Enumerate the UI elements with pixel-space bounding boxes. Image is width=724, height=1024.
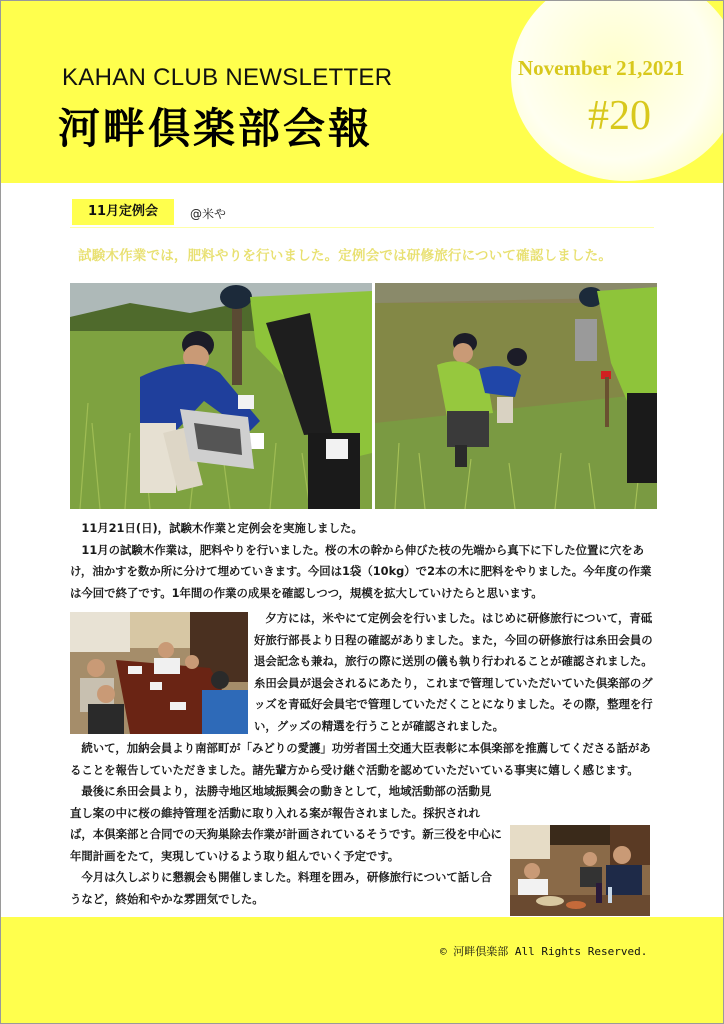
paragraph-plans: 最後に糸田会員より，法勝寺地区地域振興会の動きとして，地域活動部の活動見直し案の中に桜の維持管理を活動に取り入れる案が報告されました。採択されれば，本倶楽部と合同での天狗巣除去作業が計画されているそうです。新三役を中心に年間計画をたて，実現していけるよう取り組んでいく予定です。 [70, 784, 502, 863]
article-award [70, 738, 660, 781]
photo-meeting [70, 612, 248, 734]
lead-sentence: 試験木作業では，肥料やりを行いました。定例会では研修旅行について確認しました。 [78, 248, 613, 264]
newsletter-title-jp: 河畔倶楽部会報 [58, 104, 374, 153]
photo-fertilizing-left [70, 283, 372, 509]
footer-copyright: ©︎ 河畔倶楽部 All Rights Reserved. [440, 945, 648, 958]
article-meeting [254, 608, 660, 738]
issue-number: #20 [588, 93, 651, 139]
section-tag: 11月定例会 [72, 199, 174, 225]
paragraph-award: 続いて，加納会員より南部町が「みどりの愛護」功労者国土交通大臣表彰に本倶楽部を推薦してくださる話があることを報告していただきました。諸先輩方から受け継ぐ活動を認めていただいている事実に嬉しく感じます。 [70, 741, 651, 777]
section-location: @米や [190, 207, 227, 221]
article-intro [70, 518, 660, 604]
photo-fertilizing-right [375, 283, 657, 509]
newsletter-title-en: KAHAN CLUB NEWSLETTER [62, 64, 393, 91]
paragraph-dinner: 今月は久しぶりに懇親会も開催しました。料理を囲み，研修旅行について話し合うなど，終始和やかな雰囲気でした。 [70, 870, 492, 906]
paragraph-fertilizing: 11月の試験木作業は，肥料やりを行いました。桜の木の幹から伸びた枝の先端から真下に下した位置に穴をあけ，油かすを数か所に分けて埋めていきます。今回は1袋（10kg）で2本の木に肥料をやりました。今年度の作業は今回で終了です。1年間の作業の成果を確認しつつ，規模を拡大していけたらと思います。 [70, 542, 652, 600]
article-plans [70, 781, 502, 911]
issue-date: November 21,2021 [518, 56, 685, 80]
section-divider [70, 227, 654, 228]
photo-dinner [510, 825, 650, 916]
paragraph-meeting: 夕方には，米やにて定例会を行いました。はじめに研修旅行について，青砥好旅行部長より日程の確認がありました。また，今回の研修旅行は糸田会員の退会記念も兼ね，旅行の際に送別の儀も執り行われることが確認されました。糸田会員が退会されるにあたり，これまで管理していただいていた倶楽部のグッズを青砥好会員宅で管理していただくことになりました。その際，整理を行い，グッズの精選を行うことが確認されました。 [254, 611, 653, 733]
footer-band [1, 917, 723, 1023]
header-circle-decoration [511, 1, 723, 181]
paragraph-date: 11月21日(日)，試験木作業と定例会を実施しました。 [81, 521, 363, 535]
